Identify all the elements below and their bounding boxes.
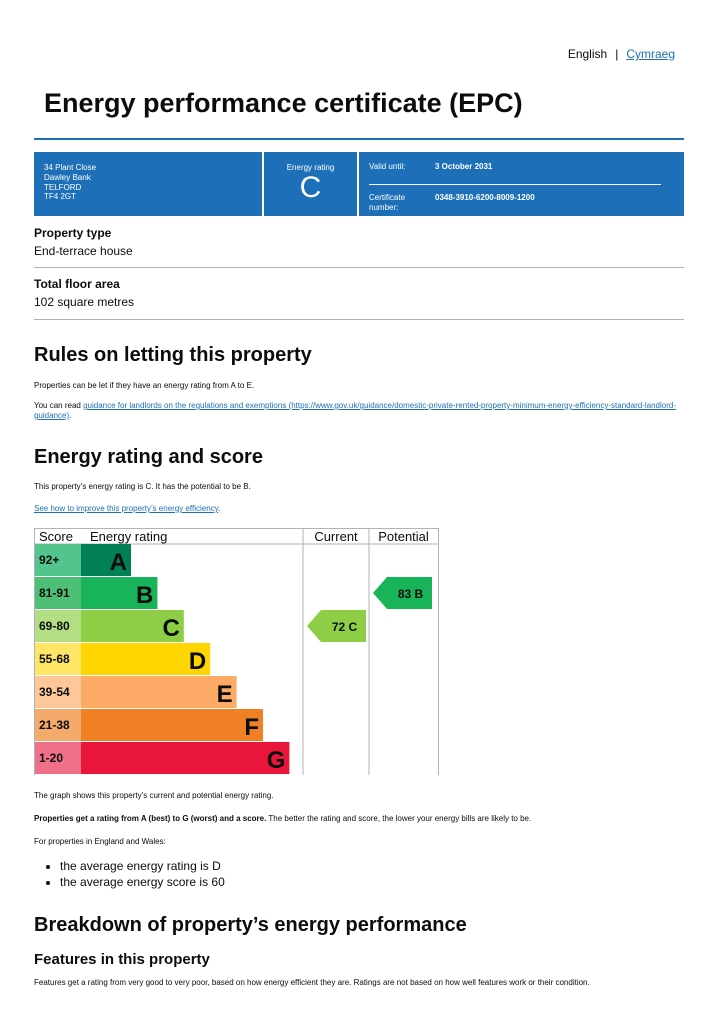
floor-area-value: 102 square metres bbox=[34, 295, 135, 309]
improve-efficiency-link[interactable]: See how to improve this property’s energy efficiency bbox=[34, 504, 219, 513]
floor-area-section bbox=[34, 277, 684, 309]
property-type-section bbox=[34, 226, 684, 258]
band-bar bbox=[81, 676, 237, 708]
section-divider bbox=[34, 267, 684, 268]
band-bar bbox=[81, 742, 289, 774]
current-rating-label: 72 C bbox=[331, 620, 358, 634]
valid-until-label: Valid until: bbox=[369, 162, 406, 171]
epc-summary-banner bbox=[34, 152, 684, 216]
page-title: Energy performance certificate (EPC) bbox=[44, 88, 523, 118]
band-letter: B bbox=[136, 582, 154, 609]
language-switcher bbox=[568, 47, 675, 61]
band-score-label: 55-68 bbox=[39, 652, 70, 666]
graph-explanation: The graph shows this property’s current and potential energy rating. bbox=[34, 791, 274, 800]
lang-separator: | bbox=[615, 47, 619, 61]
chart-header-score: Score bbox=[39, 529, 73, 544]
energy-rating-label: Energy rating bbox=[286, 163, 335, 172]
certificate-number-label: Certificate number: bbox=[369, 193, 406, 212]
energy-rating-chart-svg bbox=[34, 528, 439, 775]
improve-link-paragraph: See how to improve this property’s energy efficiency. bbox=[34, 504, 221, 513]
chart-header-potential: Potential bbox=[378, 529, 429, 544]
letting-guidance-paragraph: You can read guidance for landlords on the regulations and exemptions (https://www.gov.uk/guidance/domestic-private-rented-property-minimum-energy-efficiency-standard-landlord-guidance). bbox=[34, 401, 676, 420]
breakdown-heading: Breakdown of property’s energy performance bbox=[34, 914, 467, 936]
valid-until-value: 3 October 2031 bbox=[435, 162, 493, 171]
chart-header-current: Current bbox=[314, 529, 358, 544]
list-item: • the average energy rating is D bbox=[60, 858, 225, 874]
band-letter: D bbox=[188, 648, 207, 675]
section-divider bbox=[34, 319, 684, 320]
list-item: • the average energy score is 60 bbox=[60, 874, 225, 890]
chart-header-rating: Energy rating bbox=[90, 529, 168, 544]
property-type-value: End-terrace house bbox=[34, 244, 133, 258]
band-letter: F bbox=[244, 714, 259, 741]
features-heading: Features in this property bbox=[34, 951, 210, 968]
energy-rating-chart bbox=[34, 528, 439, 775]
certificate-info bbox=[359, 152, 684, 216]
potential-rating-label: 83 B bbox=[397, 587, 424, 601]
property-address: 34 Plant Close Dawley Bank TELFORD TF4 2GT bbox=[34, 152, 264, 216]
averages-list bbox=[48, 858, 225, 890]
property-type-heading: Property type bbox=[34, 226, 112, 240]
band-letter: G bbox=[266, 747, 286, 774]
band-score-label: 92+ bbox=[39, 553, 60, 567]
letting-paragraph: Properties can be let if they have an energy rating from A to E. bbox=[34, 381, 255, 390]
lang-english: English bbox=[567, 47, 608, 61]
band-score-label: 69-80 bbox=[39, 619, 70, 633]
rating-explanation: Properties get a rating from A (best) to G (worst) and a score. The better the rating and score, the lower your energy bills are likely to be. bbox=[34, 814, 532, 823]
band-letter: A bbox=[109, 549, 127, 576]
band-bar bbox=[81, 709, 263, 741]
features-paragraph: Features get a rating from very good to very poor, based on how energy efficient they are. Ratings are not based on how well features work or their condition. bbox=[34, 978, 590, 987]
band-letter: E bbox=[216, 681, 233, 708]
energy-score-paragraph: This property’s energy rating is C. It has the potential to be B. bbox=[34, 482, 251, 491]
energy-rating-letter: C bbox=[299, 171, 322, 204]
letting-heading: Rules on letting this property bbox=[34, 344, 312, 366]
energy-rating-box bbox=[264, 152, 359, 216]
band-score-label: 1-20 bbox=[39, 751, 64, 765]
band-letter: C bbox=[162, 615, 180, 642]
band-score-label: 81-91 bbox=[39, 586, 70, 600]
landlord-guidance-link[interactable]: guidance for landlords on the regulations and exemptions (https://www.gov.uk/guidance/domestic-private-rented-property-minimum-energy-efficiency-standard-landlord-guidance) bbox=[34, 401, 676, 420]
band-score-label: 21-38 bbox=[39, 718, 70, 732]
energy-score-heading: Energy rating and score bbox=[34, 446, 263, 468]
england-wales-intro: For properties in England and Wales: bbox=[34, 837, 166, 846]
title-divider bbox=[34, 138, 684, 140]
band-score-label: 39-54 bbox=[39, 685, 70, 699]
certificate-number-value: 0348-3910-6200-8009-1200 bbox=[435, 193, 535, 202]
floor-area-heading: Total floor area bbox=[34, 277, 120, 291]
info-divider bbox=[369, 184, 661, 185]
lang-cymraeg-link[interactable]: Cymraeg bbox=[626, 47, 675, 61]
